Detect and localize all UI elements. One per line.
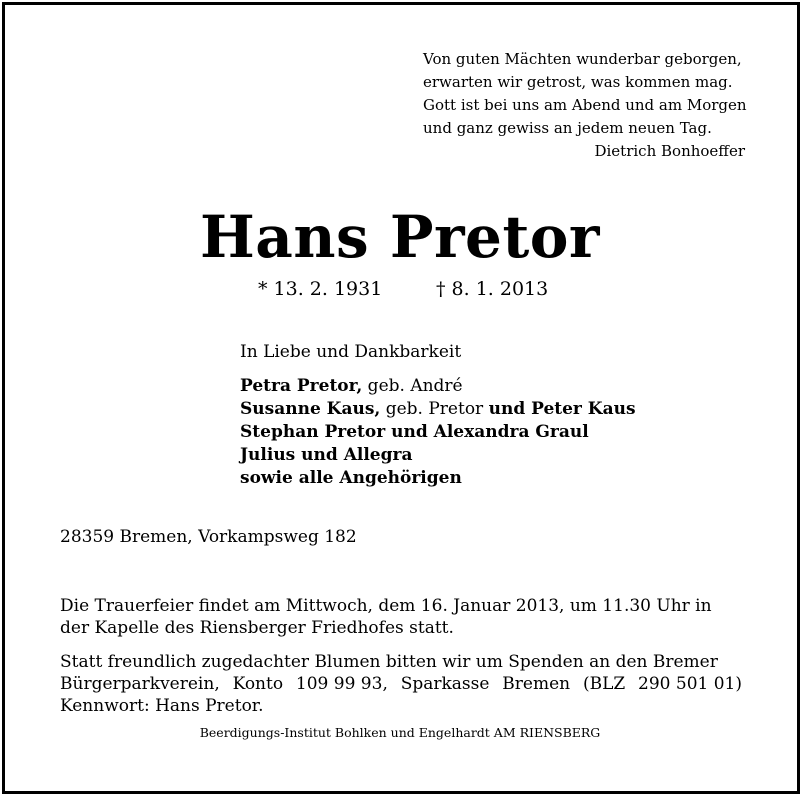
mourner-row: Julius und Allegra [240,445,413,465]
birth-date: * 13. 2. 1931 [258,278,383,300]
mourner-detail: geb. Pretor [380,399,489,419]
mourner-row: Stephan Pretor und Alexandra Graul [240,422,589,442]
quote-line: Gott ist bei uns am Abend und am Morgen [423,96,747,114]
quote-author: Dietrich Bonhoeffer [594,142,745,160]
funeral-home-footer: Beerdigungs-Institut Bohlken und Engelhardt AM RIENSBERG [199,725,601,740]
donation-line: Kennwort: Hans Pretor. [60,696,264,716]
donation-word: Bürgerparkverein, [60,674,220,694]
donation-line-justified [60,673,742,695]
donation-paragraph [60,651,742,717]
donation-line: Statt freundlich zugedachter Blumen bitten wir um Spenden an den Bremer [60,652,718,672]
mourners-intro: In Liebe und Dankbarkeit [240,342,462,362]
donation-word: Sparkasse [400,674,490,694]
mourner-row: sowie alle Angehörigen [240,468,462,488]
ceremony-line: Die Trauerfeier findet am Mittwoch, dem 16. Januar 2013, um 11.30 Uhr in [60,596,712,616]
donation-word: Bremen [502,674,571,694]
family-address: 28359 Bremen, Vorkampsweg 182 [60,527,357,547]
bonhoeffer-quote [423,48,745,163]
ceremony-paragraph [60,595,742,639]
mourner-partner: und Peter Kaus [488,399,636,419]
mourner-name: Susanne Kaus, [240,399,381,419]
donation-word: Konto [232,674,284,694]
ceremony-line: der Kapelle des Riensberger Friedhofes statt. [60,618,454,638]
mourner-name: Petra Pretor, [240,376,363,396]
mourners-list [240,375,636,490]
donation-word: (BLZ [582,674,626,694]
mourner-detail: geb. André [362,376,463,396]
quote-line: Von guten Mächten wunderbar geborgen, [423,50,742,68]
quote-line: und ganz gewiss an jedem neuen Tag. [423,119,712,137]
mourner-row [240,398,636,421]
mourner-row [240,375,636,398]
donation-word: 290 501 01) [638,674,742,694]
quote-line: erwarten wir getrost, was kommen mag. [423,73,733,91]
death-date: † 8. 1. 2013 [436,278,549,300]
donation-word: 109 99 93, [295,674,388,694]
deceased-name: Hans Pretor [199,203,600,271]
